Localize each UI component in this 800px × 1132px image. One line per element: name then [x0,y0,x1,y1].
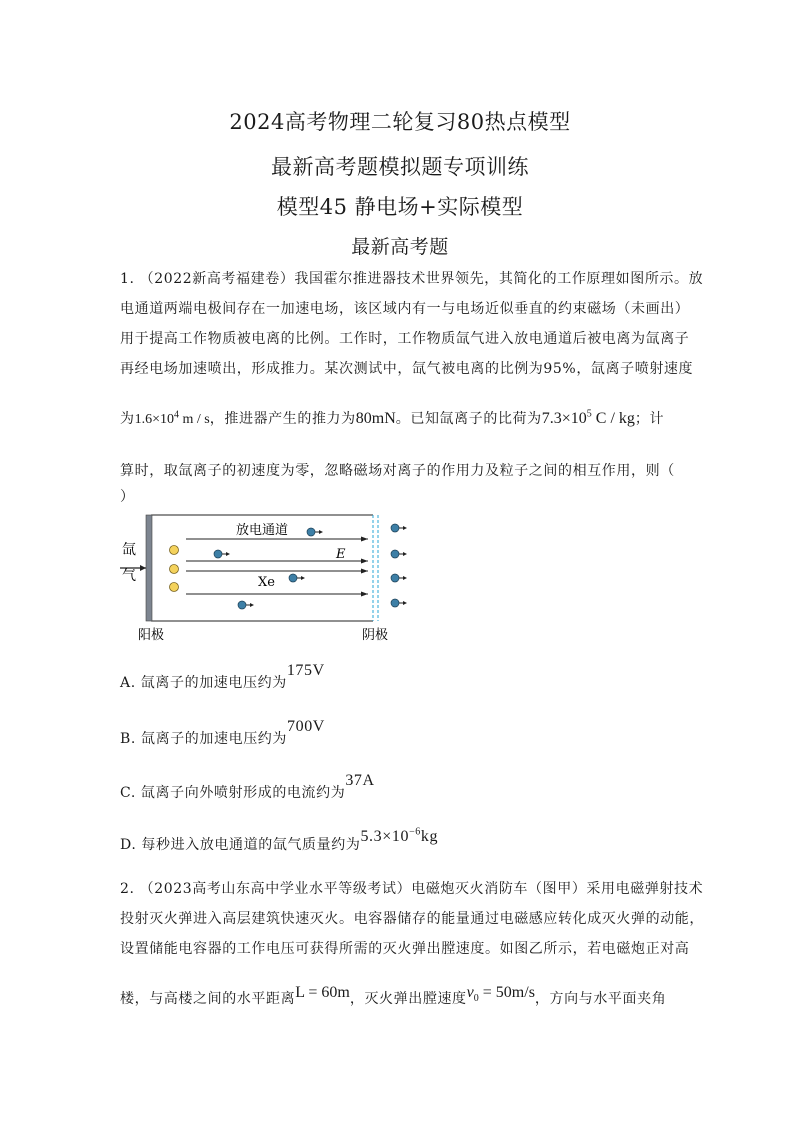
field-label: E [336,547,346,562]
anode-plate [146,515,152,621]
document-subtitle: 最新高考题模拟题专项训练 [271,155,529,179]
q2-text: 楼，与高楼之间的水平距离 [120,991,296,1007]
q2-line-with-formulas [120,984,667,1010]
ion-label: Xe [258,575,275,590]
ejected-ion [391,550,407,558]
arrow-head-icon [361,559,368,564]
option-b[interactable]: B. 氙离子的加速电压约为700V [120,718,325,747]
xenon-ion [214,550,230,558]
option-value: 37A [345,772,375,789]
anode-label: 阳极 [138,628,165,643]
q2-text: ，灭火弹出膛速度 [349,991,467,1007]
section-heading: 最新高考题 [351,236,449,258]
q1-text: 。已知氙离子的比荷为 [395,411,542,427]
charge-mass-formula: $7.3\times 10^5$ C / kg [541,408,635,427]
option-value: $5.3\times 10^{-6}kg$ [360,826,439,845]
q1-line: 电通道两端电极间存在一加速电场，该区域内有一与电场近似垂直的约束磁场（未画出） [120,301,690,317]
q2-text: ，方向与水平面夹角 [534,991,667,1007]
xenon-ion [238,601,254,609]
q1-line: 用于提高工作物质被电离的比例。工作时，工作物质氙气进入放电通道后被电离为氙离子 [120,331,690,347]
q1-text: 为 [120,411,135,427]
q1-line: 1. （2022新高考福建卷）我国霍尔推进器技术世界领先，其简化的工作原理如图所示。放 [120,271,704,287]
option-value: 175V [286,662,325,679]
ejected-ion [391,574,407,582]
q1-text: ；计 [634,411,665,427]
q1-line: ） [120,489,135,505]
xenon-ion [289,574,305,582]
ejected-ion [391,524,407,532]
force-value: 80mN [355,410,396,427]
model-title: 模型45 静电场+实际模型 [276,195,524,219]
q1-line: 再经电场加速喷出，形成推力。某次测试中，氙气被电离的比例为95%，氙离子喷射速度 [120,361,694,377]
q1-line-with-formulas [120,408,664,428]
option-a[interactable]: A. 氙离子的加速电压约为175V [120,662,325,691]
xenon-atom [170,546,179,555]
hall-thruster-diagram [118,510,418,645]
xenon-atom [170,583,179,592]
channel-label: 放电通道 [236,523,289,538]
q1-line: 算时，取氙离子的初速度为零，忽略磁场对离子的作用力及粒子之间的相互作用，则（ [120,463,675,479]
document-title: 2024高考物理二轮复习80热点模型 [229,110,571,134]
arrow-head-icon [361,537,368,542]
q2-line: 2. （2023高考山东高中学业水平等级考试）电磁炮灭火消防车（图甲）采用电磁弹射技术 [120,881,704,897]
ejected-ion [391,599,407,607]
xenon-ion [307,528,323,536]
arrow-head-icon [361,569,368,574]
distance-formula: L = 60m [295,984,350,1001]
option-d[interactable]: D. 每秒进入放电通道的氙气质量约为$5.3\times 10^{-6}kg$ [120,826,439,853]
q2-line: 投射灭火弹进入高层建筑快速灭火。电容器储存的能量通过电磁感应转化成灭火弹的动能， [120,911,704,927]
velocity-formula: $1.6\times 10^4$ m / s [134,409,210,427]
option-c[interactable]: C. 氙离子向外喷射形成的电流约为37A [120,772,375,801]
gas-label: 气 [122,568,136,584]
q2-line: 设置储能电容器的工作电压可获得所需的灭火弹出膛速度。如图乙所示，若电磁炮正对高 [120,941,690,957]
muzzle-velocity-formula: $v_0 = 50m/s$ [466,984,535,1005]
q1-text: ，推进器产生的推力为 [209,411,356,427]
gas-label: 氙 [122,542,136,558]
arrow-head-icon [361,592,368,597]
arrow-head-icon [140,565,146,571]
xenon-atom [170,565,179,574]
option-value: 700V [287,718,325,735]
cathode-label: 阴极 [362,628,389,643]
